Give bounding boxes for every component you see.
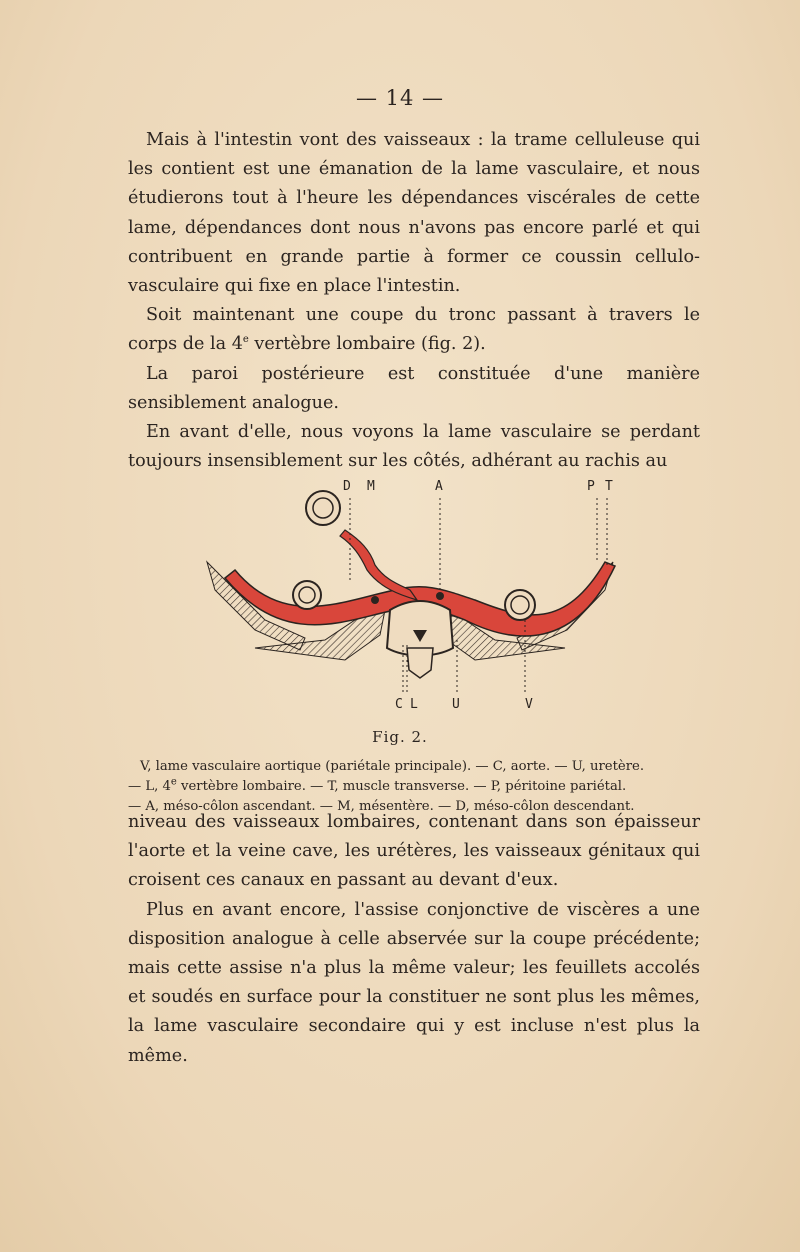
right-colon [505, 590, 535, 620]
vein [371, 596, 379, 604]
paragraph-6: Plus en avant encore, l'assise conjonctive de viscères a une disposition analogue à celle abservée sur la coupe précédente; mais cette assise n'a plus la même valeur; les feuillets accolés et soudés en surface pour la constituer ne sont plus les mêmes, la lame vasculaire secondaire qui y est incluse n'est plus la même. [128, 899, 700, 1066]
body-text-bottom [128, 808, 700, 1071]
figure-title: Fig. 2. [372, 728, 428, 746]
paragraph-3: La paroi postérieure est constituée d'une manière sensiblement analogue. [128, 363, 700, 413]
vertebra-rest: vertèbre lombaire (fig. 2). [248, 334, 486, 355]
label-v: V [525, 697, 533, 710]
page-number: — 14 — [355, 86, 445, 110]
anatomical-figure [195, 470, 625, 710]
left-colon [293, 581, 321, 609]
cross-section-diagram [195, 470, 625, 710]
caption-line-3: — A, méso-côlon ascendant. — M, mésentère. — D, méso-côlon descendant. [128, 799, 635, 814]
label-d: D [343, 479, 351, 494]
aorta [436, 592, 444, 600]
caption-line-2a: — L, 4 [128, 779, 171, 794]
mesentery-strip [340, 530, 417, 600]
label-t: T [605, 479, 613, 494]
label-u: U [452, 697, 460, 710]
label-l: L [410, 697, 418, 710]
spinal-canal [407, 648, 433, 678]
body-text-top [128, 126, 700, 476]
label-m: M [367, 479, 375, 494]
descending-colon [306, 491, 340, 525]
label-a: A [435, 479, 443, 494]
caption-superscript: e [170, 776, 177, 788]
paragraph-2 [128, 301, 700, 359]
paragraph-2-text: Soit maintenant une coupe du tronc passant à travers le corps de la [128, 305, 700, 355]
paragraph-4: En avant d'elle, nous voyons la lame vasculaire se perdant toujours insensiblement sur les côtés, adhérant au rachis au [128, 422, 700, 472]
caption-line-1: V, lame vasculaire aortique (pariétale principale). — C, aorte. — U, uretère. [140, 759, 645, 774]
label-c: C [395, 697, 403, 710]
label-p: P [587, 479, 595, 494]
caption-line-2 [128, 777, 702, 797]
vertebra-superscript: e [242, 334, 249, 346]
caption-line-2b: vertèbre lombaire. — T, muscle transverse. — P, péritoine pariétal. [176, 779, 627, 794]
vertebra-number: 4 [231, 334, 243, 355]
paragraph-1: Mais à l'intestin vont des vaisseaux : la trame celluleuse qui les contient est une émanation de la lame vasculaire, et nous étudierons tout à l'heure les dépendances viscérales de cette lame, dépendances dont nous n'avons pas encore parlé et qui contribuent en grande partie à former ce coussin cellulo-vasculaire qui fixe en place l'intestin. [128, 130, 700, 297]
paragraph-5: niveau des vaisseaux lombaires, contenant dans son épaisseur l'aorte et la veine cave, les urétères, les vaisseaux génitaux qui croisent ces canaux en passant au devant d'eux. [128, 812, 700, 891]
